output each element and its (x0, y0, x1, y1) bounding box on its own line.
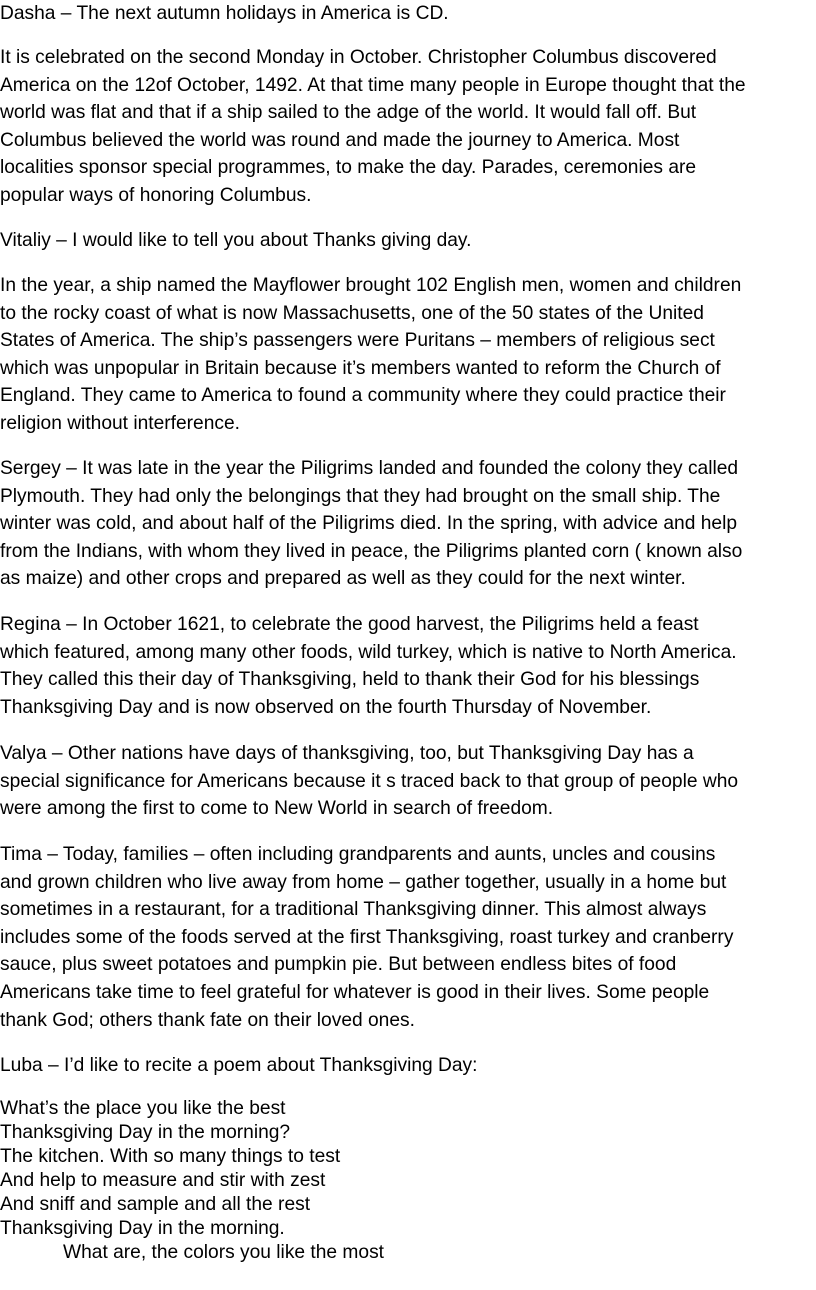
paragraph-luba (0, 1052, 478, 1080)
paragraph-mayflower (0, 272, 741, 438)
paragraph-tima (0, 841, 733, 1034)
poem-line: The kitchen. With so many things to test (0, 1146, 341, 1167)
paragraph-regina (0, 611, 737, 721)
text-line: which was unpopular in Britain because it’s members wanted to reform the Church of (0, 357, 721, 379)
text-line: Luba – I’d like to recite a poem about Thanksgiving Day: (0, 1055, 478, 1076)
text-line: religion without interference. (0, 412, 240, 434)
poem-line: Thanksgiving Day in the morning? (0, 1122, 291, 1143)
poem (0, 1097, 384, 1265)
text-line: and grown children who live away from home – gather together, usually in a home but (0, 871, 727, 893)
text-line: It is celebrated on the second Monday in October. Christopher Columbus discovered (0, 47, 717, 68)
text-line: Plymouth. They had only the belongings that they had brought on the small ship. The (0, 485, 721, 507)
poem-line: And help to measure and stir with zest (0, 1170, 326, 1191)
text-line: Tima – Today, families – often including grandparents and aunts, uncles and cousins (0, 844, 716, 865)
text-line: from the Indians, with whom they lived in peace, the Piligrims planted corn ( known also (0, 540, 743, 562)
text-line: Sergey – It was late in the year the Piligrims landed and founded the colony they called (0, 458, 739, 479)
text-line: England. They came to America to found a community where they could practice their (0, 385, 726, 407)
text-line: Regina – In October 1621, to celebrate the good harvest, the Piligrims held a feast (0, 614, 699, 635)
text-line: thank God; others thank fate on their loved ones. (0, 1009, 415, 1031)
text-line: States of America. The ship’s passengers were Puritans – members of religious sect (0, 330, 715, 352)
text-line: world was flat and that if a ship sailed to the adge of the world. It would fall off. But (0, 102, 697, 124)
text-line: Dasha – The next autumn holidays in America is CD. (0, 3, 449, 24)
text-line: as maize) and other crops and prepared as well as they could for the next winter. (0, 568, 686, 590)
text-line: In the year, a ship named the Mayflower brought 102 English men, women and children (0, 275, 742, 296)
text-line: Americans take time to feel grateful for whatever is good in their lives. Some people (0, 981, 710, 1003)
text-line: winter was cold, and about half of the Piligrims died. In the spring, with advice and help (0, 513, 738, 535)
text-line: Columbus believed the world was round and made the journey to America. Most (0, 129, 680, 151)
text-line: Valya – Other nations have days of thanksgiving, too, but Thanksgiving Day has a (0, 743, 694, 764)
paragraph-vitaliy (0, 227, 471, 255)
text-line: were among the first to come to New World in search of freedom. (0, 798, 554, 820)
text-line: Thanksgiving Day and is now observed on the fourth Thursday of November. (0, 696, 652, 718)
paragraph-valya (0, 740, 738, 823)
paragraph-columbus-day (0, 44, 746, 210)
text-line: which featured, among many other foods, wild turkey, which is native to North America. (0, 641, 737, 663)
text-line: special significance for Americans because it s traced back to that group of people who (0, 770, 739, 792)
poem-line: What’s the place you like the best (0, 1098, 286, 1119)
text-line: localities sponsor special programmes, to make the day. Parades, ceremonies are (0, 157, 697, 179)
text-line: sauce, plus sweet potatoes and pumpkin pie. But between endless bites of food (0, 954, 677, 976)
poem-line: What are, the colors you like the most (63, 1242, 384, 1263)
text-line: America on the 12of October, 1492. At that time many people in Europe thought that the (0, 74, 746, 96)
text-line: to the rocky coast of what is now Massachusetts, one of the 50 states of the United (0, 302, 704, 324)
poem-line: And sniff and sample and all the rest (0, 1194, 311, 1215)
text-line: They called this their day of Thanksgiving, held to thank their God for his blessings (0, 669, 700, 691)
text-line: Vitaliy – I would like to tell you about Thanks giving day. (0, 230, 472, 251)
text-line: includes some of the foods served at the first Thanksgiving, roast turkey and cranberry (0, 926, 734, 948)
text-line: sometimes in a restaurant, for a traditional Thanksgiving dinner. This almost always (0, 899, 707, 921)
paragraph-sergey (0, 455, 742, 593)
paragraph-dasha (0, 0, 449, 28)
poem-line: Thanksgiving Day in the morning. (0, 1218, 285, 1239)
text-line: popular ways of honoring Columbus. (0, 184, 312, 206)
